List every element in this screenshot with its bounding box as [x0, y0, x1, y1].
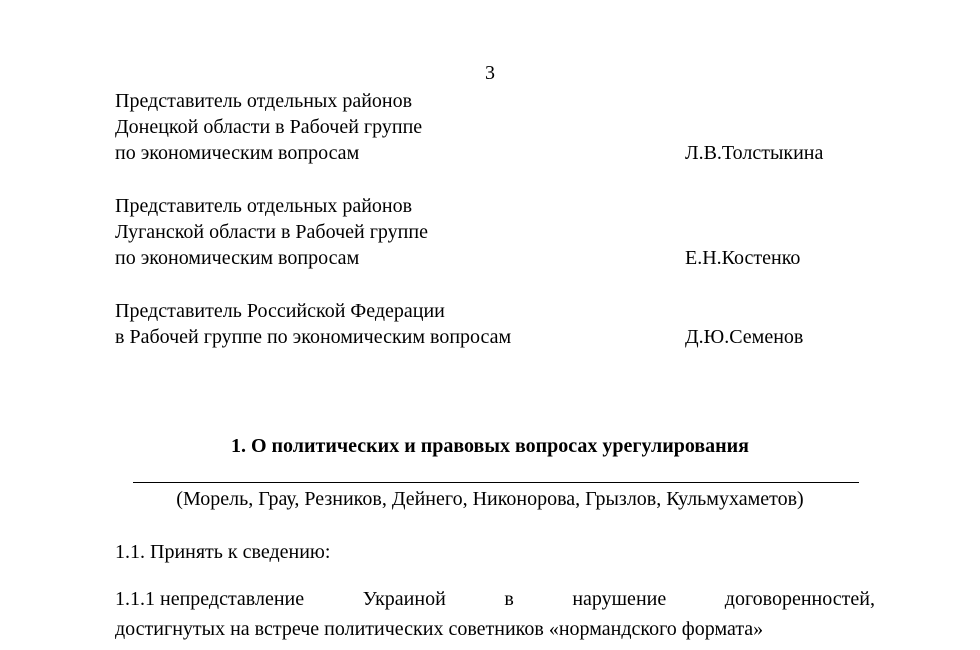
signatory-line: Представитель отдельных районов	[115, 195, 413, 217]
signatory-line: Представитель Российской Федерации	[115, 300, 445, 322]
justified-line	[115, 585, 875, 615]
word: нарушение	[572, 588, 667, 610]
signatory-line-with-name	[115, 324, 855, 350]
participants-list: (Морель, Грау, Резников, Дейнего, Никонорова, Грызлов, Кульмухаметов)	[176, 488, 804, 510]
page-number: 3	[485, 62, 495, 84]
signatory-line: Представитель отдельных районов	[115, 90, 413, 112]
signatory-name: Д.Ю.Семенов	[685, 326, 804, 348]
paragraph-1-1: 1.1. Принять к сведению:	[115, 541, 331, 563]
signatory-line-with-name	[115, 140, 855, 166]
signatory-block-lugansk	[115, 193, 855, 271]
paragraph-line	[115, 615, 875, 645]
signatory-line: по экономическим вопросам	[115, 247, 360, 269]
signatory-line: по экономическим вопросам	[115, 142, 360, 164]
signatory-line-with-name	[115, 245, 855, 271]
signatory-name: Е.Н.Костенко	[685, 247, 801, 269]
word: Украиной	[362, 588, 446, 610]
paragraph-1-1-1	[115, 585, 875, 645]
signatory-line: в Рабочей группе по экономическим вопросам	[115, 326, 512, 348]
signatory-block-donetsk	[115, 88, 855, 166]
word: договоренностей,	[724, 588, 875, 610]
signatory-line: Донецкой области в Рабочей группе	[115, 116, 423, 138]
text-line: достигнутых на встрече политических советников «нормандского формата»	[115, 618, 764, 640]
signatory-line: Луганской области в Рабочей группе	[115, 221, 428, 243]
signatory-block-russia	[115, 298, 855, 350]
section-heading: 1. О политических и правовых вопросах урегулирования	[230, 435, 750, 457]
word: в	[504, 588, 514, 610]
heading-underline	[133, 482, 859, 483]
word: 1.1.1 непредставление	[115, 588, 305, 610]
signatory-name: Л.В.Толстыкина	[685, 142, 824, 164]
